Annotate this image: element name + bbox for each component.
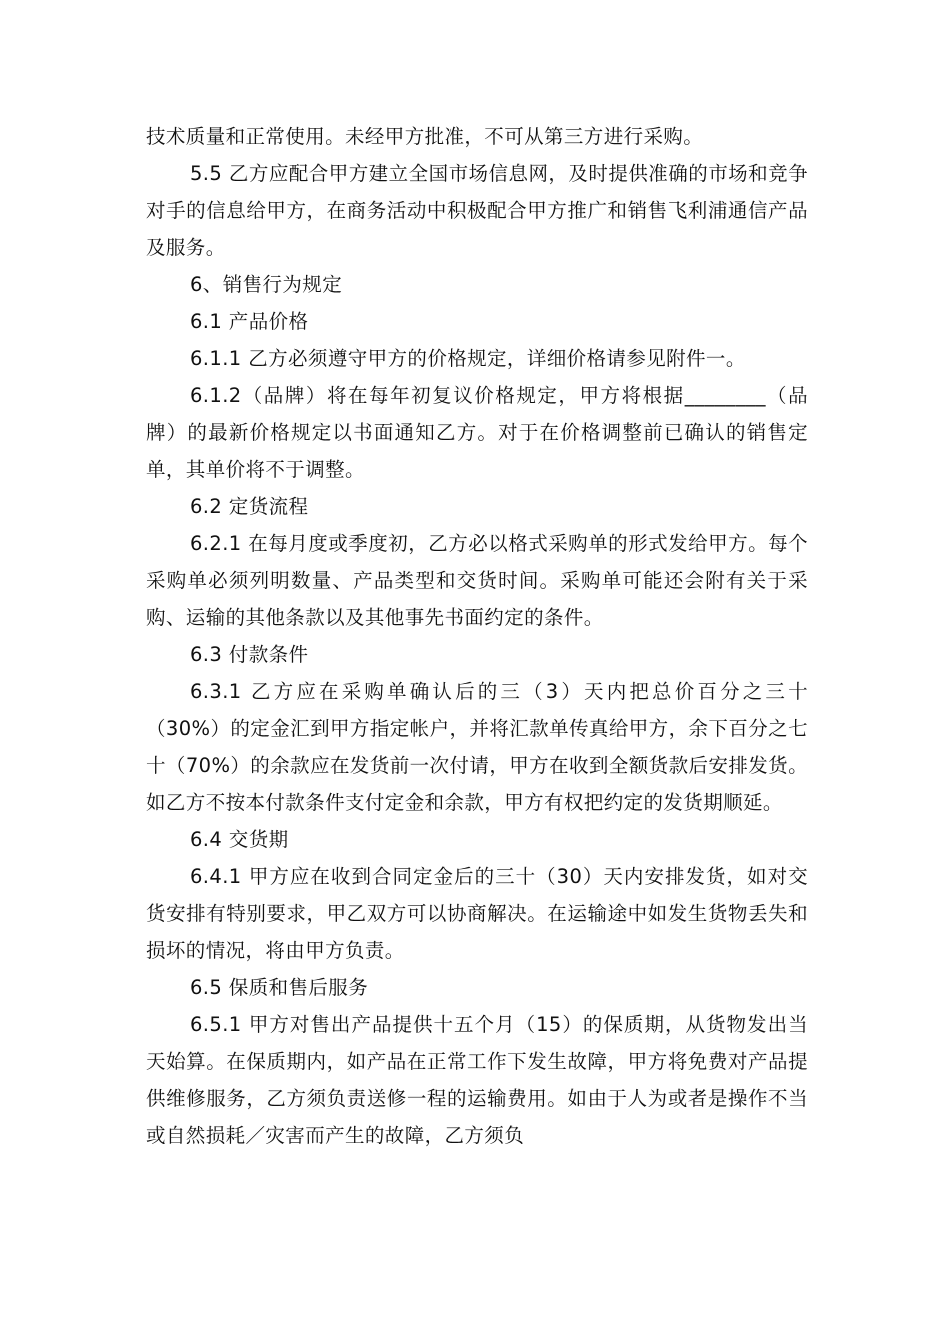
subsection-heading-6-5: 6.5 保质和售后服务 bbox=[190, 976, 369, 999]
subsection-heading-6-2: 6.2 定货流程 bbox=[190, 495, 309, 518]
paragraph-6-1-1: 6.1.1 乙方必须遵守甲方的价格规定，详细价格请参见附件一。 bbox=[190, 347, 746, 370]
paragraph-5-5: 5.5 乙方应配合甲方建立全国市场信息网，及时提供准确的市场和竞争对手的信息给甲方，在商务活动中积极配合甲方推广和销售飞利浦通信产品及服务。 bbox=[146, 162, 808, 259]
paragraph-6-3-1: 6.3.1 乙方应在采购单确认后的三（3）天内把总价百分之三十（30%）的定金汇到甲方指定帐户，并将汇款单传真给甲方，余下百分之七十（70%）的余款应在发货前一次付请，甲方在收到全额货款后安排发货。如乙方不按本付款条件支付定金和余款，甲方有权把约定的发货期顺延。 bbox=[146, 680, 808, 814]
paragraph-6-1-2: 6.1.2（品牌）将在每年初复议价格规定，甲方将根据________（品牌）的最新价格规定以书面通知乙方。对于在价格调整前已确认的销售定单，其单价将不于调整。 bbox=[146, 384, 808, 481]
section-heading-6: 6、销售行为规定 bbox=[190, 273, 343, 296]
document-body bbox=[146, 118, 808, 1154]
subsection-heading-6-1: 6.1 产品价格 bbox=[190, 310, 309, 333]
subsection-heading-6-4: 6.4 交货期 bbox=[190, 828, 289, 851]
paragraph-6-4-1: 6.4.1 甲方应在收到合同定金后的三十（30）天内安排发货，如对交货安排有特别要求，甲乙双方可以协商解决。在运输途中如发生货物丢失和损坏的情况，将由甲方负责。 bbox=[146, 865, 808, 962]
paragraph-continuation: 技术质量和正常使用。未经甲方批准，不可从第三方进行采购。 bbox=[146, 125, 704, 148]
paragraph-6-5-1: 6.5.1 甲方对售出产品提供十五个月（15）的保质期，从货物发出当天始算。在保质期内，如产品在正常工作下发生故障，甲方将免费对产品提供维修服务，乙方须负责送修一程的运输费用。如由于人为或者是操作不当或自然损耗／灾害而产生的故障，乙方须负 bbox=[146, 1013, 808, 1147]
subsection-heading-6-3: 6.3 付款条件 bbox=[190, 643, 309, 666]
paragraph-6-2-1: 6.2.1 在每月度或季度初，乙方必以格式采购单的形式发给甲方。每个采购单必须列明数量、产品类型和交货时间。采购单可能还会附有关于采购、运输的其他条款以及其他事先书面约定的条件。 bbox=[146, 532, 808, 629]
